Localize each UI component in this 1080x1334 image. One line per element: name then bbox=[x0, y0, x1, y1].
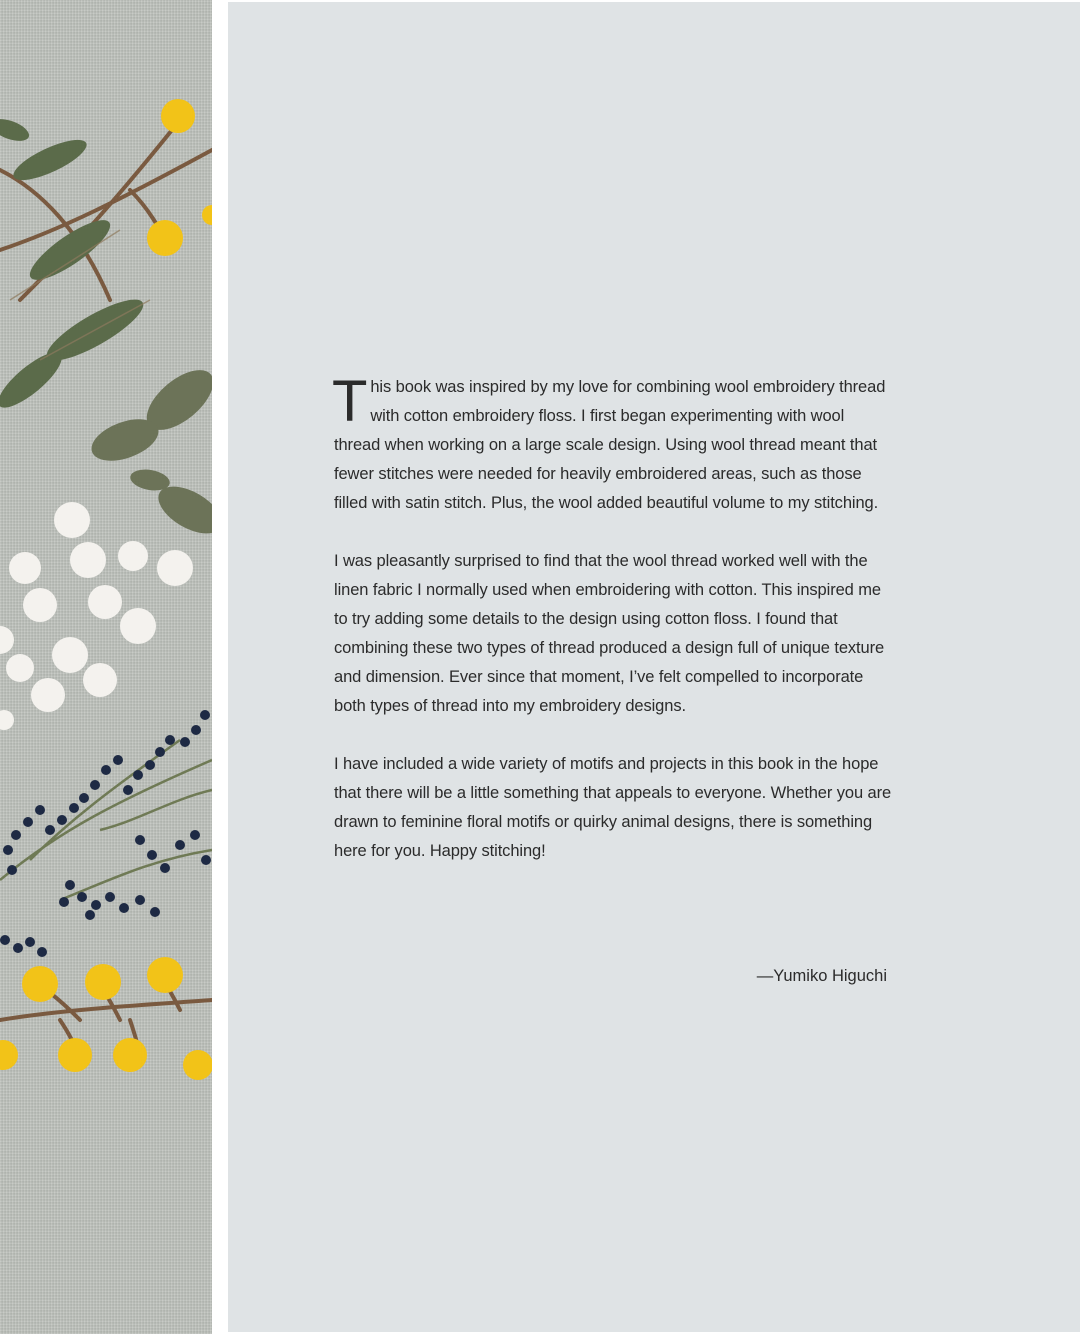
paragraph-3: I have included a wide variety of motifs and projects in this book in the hope that there will be a little something that appeals to everyone. Whether you are drawn to feminine floral motifs or quirky animal designs, there is something here for you. Happy stitching! bbox=[334, 755, 892, 860]
embroidery-illustration bbox=[0, 0, 212, 1334]
embroidery-photo bbox=[0, 0, 212, 1334]
drop-cap: T bbox=[332, 369, 368, 434]
paragraph-1 bbox=[332, 369, 894, 518]
paragraph-1-text: his book was inspired by my love for combining wool embroidery thread with cotton embroidery floss. I first began experimenting with wool thread when working on a large scale design. Using wool thread meant that fewer stitches were needed for heavily embroidered areas, such as those filled with satin stitch. Plus, the wool added beautiful volume to my stitching. bbox=[334, 378, 886, 512]
introduction-text bbox=[332, 369, 894, 895]
paragraph-2: I was pleasantly surprised to find that the wool thread worked well with the linen fabric I normally used when embroidering with cotton. This inspired me to try adding some details to the design using cotton floss. I found that combining these two types of thread produced a design full of unique texture and dimension. Ever since that moment, I’ve felt compelled to incorporate both types of thread into my embroidery designs. bbox=[334, 552, 885, 715]
author-signature: —Yumiko Higuchi bbox=[756, 967, 887, 985]
text-panel bbox=[228, 2, 1080, 1332]
